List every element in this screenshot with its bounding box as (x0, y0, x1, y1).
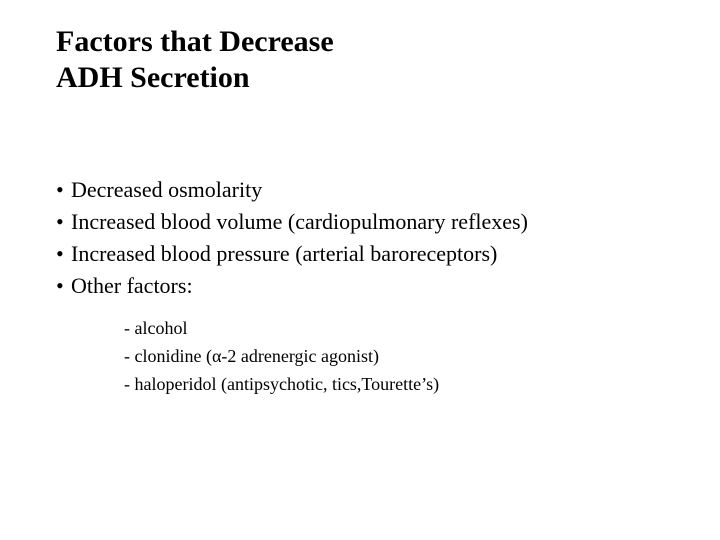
bullet-marker: • (56, 209, 64, 234)
bullet-text: Other factors: (71, 273, 193, 298)
bullet-text: Increased blood volume (cardiopulmonary reflexes) (71, 209, 528, 234)
sub-item: - clonidine (α-2 adrenergic agonist) (124, 346, 380, 366)
bullet-item (56, 238, 528, 270)
bullet-text: Increased blood pressure (arterial baroreceptors) (71, 241, 498, 266)
bullet-marker: • (56, 273, 64, 298)
sub-item: - haloperidol (antipsychotic, tics,Tourette’s) (124, 374, 440, 394)
bullet-text: Decreased osmolarity (71, 177, 263, 202)
slide-title-line-2: ADH Secretion (56, 61, 250, 94)
bullet-list (56, 174, 528, 302)
sub-item: - alcohol (124, 318, 188, 338)
bullet-marker: • (56, 241, 64, 266)
slide-title-line-1: Factors that Decrease (56, 25, 334, 58)
bullet-marker: • (56, 177, 64, 202)
slide-title (56, 24, 334, 96)
bullet-item (56, 174, 528, 206)
bullet-item (56, 270, 528, 302)
sub-item-list (124, 314, 439, 398)
bullet-item (56, 206, 528, 238)
